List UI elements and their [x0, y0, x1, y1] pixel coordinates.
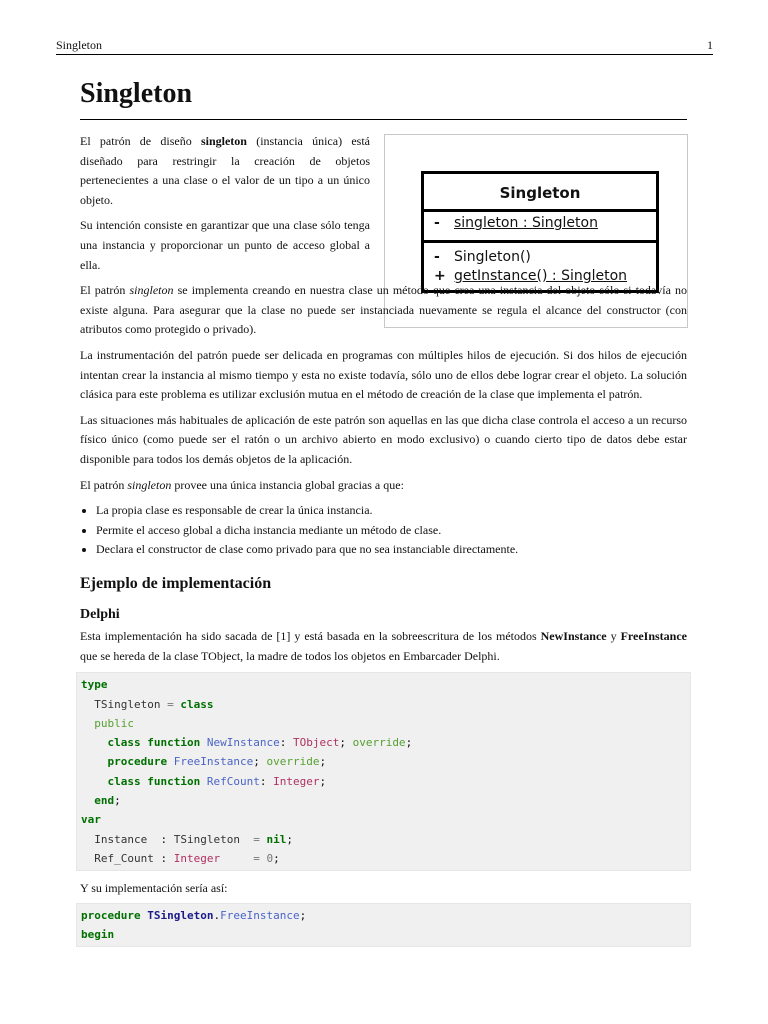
uml-class-name: Singleton [499, 184, 581, 202]
provides-paragraph: El patrón singleton provee una única instancia global gracias a que: [80, 477, 404, 492]
uml-method: - Singleton() [434, 249, 531, 265]
title-divider [80, 119, 687, 120]
list-item: • La propia clase es responsable de crear la única instancia. [96, 501, 687, 521]
delphi-paragraph: Esta implementación ha sido sacada de [1] y está basada en la sobreescritura de los métodos NewInstance y FreeInstance que se hereda de la clase TObject, la madre de todos los objetos en Embarcader Delphi. [80, 629, 687, 663]
implementation-intro: Y su implementación sería así: [80, 881, 228, 896]
list-item: • Declara el constructor de clase como privado para que no sea instanciable directamente. [96, 540, 687, 560]
usage-paragraph: Las situaciones más habituales de aplicación de este patrón son aquellas en las que dicha clase controla el acceso a un recurso físico único (como puede ser el ratón o un archivo abierto en modo exclusivo) o cuando cierto tipo de datos debe estar disponible para todos los demás objetos de la aplicación. [80, 412, 687, 466]
page-number: 1 [707, 38, 713, 52]
intent-paragraph: Su intención consiste en garantizar que una clase sólo tenga una instancia y proporcionar un punto de acceso global a ella. [80, 218, 370, 272]
bullet-list [80, 501, 687, 560]
code-block: type TSingleton = class public class function NewInstance: TObject; override; procedure FreeInstance; override; class function RefCount: Integer; end; var Instance : TSingleton = nil; Ref_Count : Integer = 0; [76, 672, 691, 871]
uml-method: + getInstance() : Singleton [434, 268, 628, 284]
running-title: Singleton [56, 38, 103, 52]
running-header [56, 38, 713, 55]
threads-paragraph: La instrumentación del patrón puede ser delicada en programas con múltiples hilos de ejecución. Si dos hilos de ejecución intentan crear la instancia al mismo tiempo y esta no existe todavía, sólo uno de ellos debe lograr crear el objeto. La solución clásica para este problema es utilizar exclusión mutua en el método de creación de la clase que implementa el patrón. [80, 347, 687, 402]
list-item: • Permite el acceso global a dicha instancia mediante un método de clase. [96, 521, 687, 541]
subsection-heading: Delphi [80, 607, 120, 623]
intro-paragraph: El patrón de diseño singleton (instancia única) está diseñado para restringir la creación de objetos pertenecientes a una clase o el valor de un tipo a un único objeto. [80, 134, 370, 207]
article-body [80, 132, 687, 955]
code-block: procedure TSingleton.FreeInstance; begin [76, 903, 691, 948]
implementation-paragraph: El patrón singleton se implementa creando en nuestra clase un método que crea una instancia del objeto sólo si todavía no existe alguna. Para asegurar que la clase no puede ser instanciada nuevamente se regula el alcance del constructor (con atributos como protegido o privado). [80, 283, 687, 337]
section-heading: Ejemplo de implementación [80, 574, 272, 592]
page-title: Singleton [80, 78, 193, 109]
uml-attribute: - singleton : Singleton [434, 215, 598, 231]
